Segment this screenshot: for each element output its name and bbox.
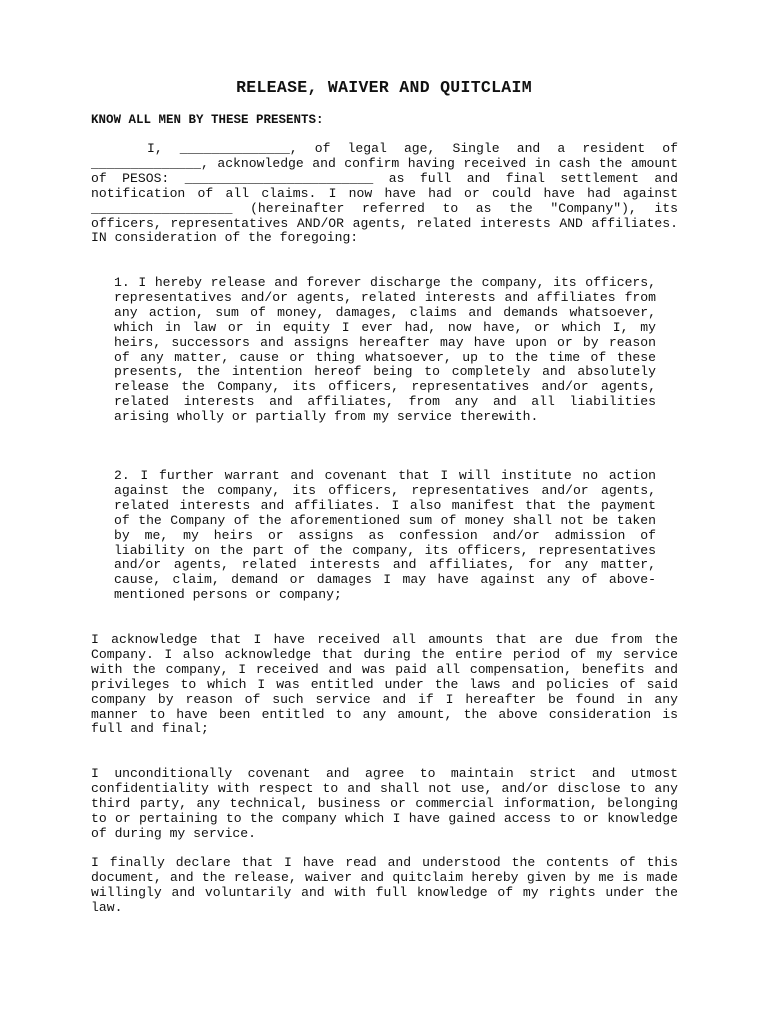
acknowledgement-paragraph: I acknowledge that I have received all amounts that are due from the Company. I also acknowledge that during the entire period of my service with the company, I received and was paid all compensation, benefits and privileges to which I was entitled under the laws and policies of said company by reason of such service and if I hereafter be found in any manner to have been entitled to any amount, the above consideration is full and final; xyxy=(91,632,678,737)
intro-paragraph: I, ______________, of legal age, Single and a resident of ______________, acknowledge and confirm having received in cash the amount of PESOS: ________________________ as full and final settlement and notification of all claims. I now have had or could have had against __________________ (hereinafter referred to as the "Company"), its officers, representatives AND/OR agents, related interests AND affiliates. IN consideration of the foregoing: xyxy=(91,141,678,246)
confidentiality-paragraph: I unconditionally covenant and agree to maintain strict and utmost confidentiality with respect to and shall not use, and/or disclose to any third party, any technical, business or commercial information, belonging to or pertaining to the company which I have gained access to or knowledge of during my service. xyxy=(91,766,678,841)
list-item: 2. I further warrant and covenant that I will institute no action against the company, its officers, representatives and/or agents, related interests and affiliates. I also manifest that the payment of the Company of the aforementioned sum of money shall not be taken by me, my heirs or assigns as confession and/or admission of liability on the part of the company, its officers, representatives and/or agents, related interests and affiliates, for any matter, cause, claim, demand or damages I may have against any of above-mentioned persons or company; xyxy=(114,468,656,603)
list-item: 1. I hereby release and forever discharge the company, its officers, representatives and/or agents, related interests and affiliates from any action, sum of money, damages, claims and demands whatsoever, which in law or in equity I ever had, now have, or which I, my heirs, successors and assigns hereafter may have upon or by reason of any matter, cause or thing whatsoever, up to the time of these presents, the intention hereof being to completely and absolutely release the Company, its officers, representatives and/or agents, related interests and affiliates, from any and all liabilities arising wholly or partially from my service therewith. xyxy=(114,275,656,425)
document-title: RELEASE, WAIVER AND QUITCLAIM xyxy=(236,78,532,97)
final-declaration-paragraph: I finally declare that I have read and understood the contents of this document, and the release, waiver and quitclaim hereby given by me is made willingly and voluntarily and with full knowledge of my rights under the law. xyxy=(91,855,678,915)
document-heading: KNOW ALL MEN BY THESE PRESENTS: xyxy=(91,113,324,127)
